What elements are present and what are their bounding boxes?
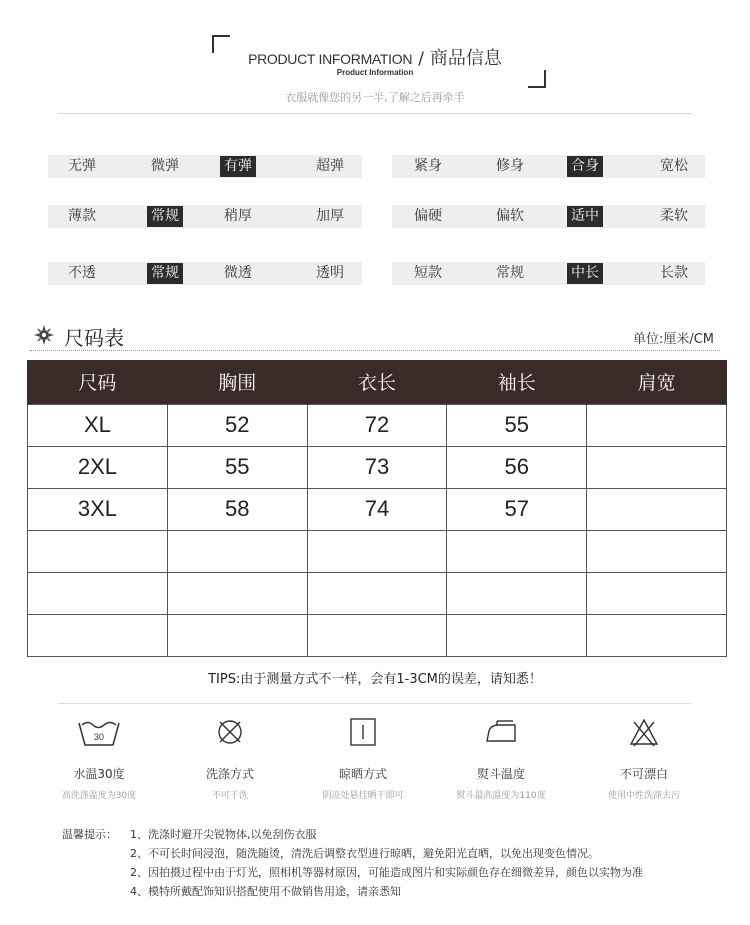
attribute-row	[48, 262, 362, 285]
header-title-cn: 商品信息	[429, 48, 502, 69]
attribute-option: 宽松	[660, 158, 688, 174]
attribute-option: 稍厚	[224, 208, 252, 224]
header-subtitle: Product Information	[336, 68, 414, 77]
attribute-option: 不透	[68, 265, 96, 281]
tips-divider	[58, 703, 692, 704]
attribute-option: 透明	[316, 265, 344, 281]
size-table-cell	[28, 614, 168, 656]
size-table-cell	[28, 530, 168, 572]
attribute-row	[392, 262, 705, 285]
size-table-row	[28, 446, 727, 488]
attribute-option: 偏软	[496, 208, 524, 224]
size-table-cell: XL	[28, 404, 168, 446]
care-title: 熨斗温度	[476, 767, 525, 781]
care-title: 洗涤方式	[205, 767, 254, 781]
attribute-option-selected: 常规	[147, 263, 183, 284]
size-table-cell: 55	[167, 446, 307, 488]
attribute-option-selected: 适中	[567, 206, 603, 227]
care-item-dry-clean	[160, 715, 300, 801]
no-dry-clean-icon	[208, 715, 252, 749]
attribute-option-selected: 中长	[567, 263, 603, 284]
size-table-cell: 72	[307, 404, 447, 446]
size-table-header-row	[28, 360, 727, 404]
size-table-cell	[307, 530, 447, 572]
attribute-option: 微透	[224, 265, 252, 281]
size-table-row	[28, 404, 727, 446]
care-item-iron	[431, 715, 571, 801]
note-item: 2、不可长时间浸泡，随洗随烫，清洗后调整衣型进行晾晒，避免阳光直晒，以免出现变色情况。	[130, 847, 599, 860]
attribute-option: 紧身	[414, 158, 442, 174]
size-table-cell: 74	[307, 488, 447, 530]
care-item-wash	[29, 715, 169, 801]
size-table-cell	[447, 614, 587, 656]
attribute-option: 长款	[660, 265, 688, 281]
attribute-option-selected: 有弹	[220, 156, 256, 177]
notes-label: 温馨提示：	[62, 828, 117, 841]
size-table-cell	[587, 488, 727, 530]
size-table-header: 袖长	[447, 360, 587, 404]
size-table-row	[28, 530, 727, 572]
care-subtitle: 阴凉处悬挂晒干即可	[322, 791, 404, 801]
size-table-cell: 55	[447, 404, 587, 446]
attribute-option: 偏硬	[414, 208, 442, 224]
header-divider	[58, 113, 692, 114]
size-table-cell	[587, 446, 727, 488]
attribute-row	[48, 155, 362, 178]
attribute-row	[48, 205, 362, 228]
size-table-cell	[167, 614, 307, 656]
size-table-header: 衣长	[307, 360, 447, 404]
care-title: 晾晒方式	[338, 767, 387, 781]
attribute-option: 短款	[414, 265, 442, 281]
attribute-option: 修身	[496, 158, 524, 174]
iron-icon	[479, 715, 523, 749]
size-table-cell	[28, 572, 168, 614]
size-table-cell: 56	[447, 446, 587, 488]
attribute-option: 微弹	[151, 158, 179, 174]
size-table-cell	[587, 530, 727, 572]
header-title-en: PRODUCT INFORMATION	[248, 51, 413, 67]
size-chart-unit: 单位:厘米/CM	[632, 332, 714, 347]
size-chart-dotted-divider	[30, 350, 720, 351]
size-table-cell	[587, 404, 727, 446]
care-title: 不可漂白	[619, 767, 668, 781]
header-title-separator: /	[418, 49, 424, 69]
gear-icon	[34, 325, 54, 345]
size-table-cell: 73	[307, 446, 447, 488]
wash-30-icon	[77, 715, 121, 749]
size-table-cell	[587, 572, 727, 614]
header-slogan: 衣服就像您的另一半,了解之后再牵手	[285, 91, 465, 104]
size-table-header: 尺码	[28, 360, 168, 404]
size-table-cell: 52	[167, 404, 307, 446]
size-table-cell: 58	[167, 488, 307, 530]
tips-text: TIPS:由于测量方式不一样，会有1-3CM的误差，请知悉！	[208, 672, 542, 687]
attribute-option: 薄款	[68, 208, 96, 224]
size-table-row	[28, 614, 727, 656]
size-table-cell: 3XL	[28, 488, 168, 530]
size-table-row	[28, 572, 727, 614]
care-subtitle: 熨斗最高温度为110度	[456, 791, 546, 801]
attribute-option: 超弹	[316, 158, 344, 174]
size-table-cell	[167, 572, 307, 614]
size-table-cell	[587, 614, 727, 656]
size-table-row	[28, 488, 727, 530]
attribute-option-selected: 合身	[567, 156, 603, 177]
attribute-option-selected: 常规	[147, 206, 183, 227]
size-table-cell	[447, 572, 587, 614]
size-table-header: 胸围	[167, 360, 307, 404]
note-item: 4、模特所戴配饰知识搭配使用不做销售用途，请亲悉知	[130, 885, 401, 898]
size-table-cell: 2XL	[28, 446, 168, 488]
attribute-option: 加厚	[316, 208, 344, 224]
attribute-row	[392, 205, 705, 228]
care-title: 水温30度	[73, 767, 125, 781]
care-subtitle: 高洗涤温度为30度	[61, 791, 137, 801]
drip-dry-icon	[341, 715, 385, 749]
attribute-option: 柔软	[660, 208, 688, 224]
size-table-cell	[307, 572, 447, 614]
size-table-cell	[167, 530, 307, 572]
header-title	[0, 44, 750, 70]
note-item: 1、洗涤时避开尖锐物体,以免刮伤衣服	[130, 828, 317, 841]
attribute-row	[392, 155, 705, 178]
wash-temp-badge: 30	[93, 732, 105, 742]
size-table-cell	[447, 530, 587, 572]
size-table	[27, 360, 727, 657]
care-subtitle: 使用中性洗涤去污	[607, 791, 680, 801]
note-item: 2、因拍摄过程中由于灯光，照相机等器材原因，可能造成图片和实际颜色存在细微差异，颜色以实物为准	[130, 866, 643, 879]
size-chart-title: 尺码表	[64, 326, 124, 350]
size-table-cell: 57	[447, 488, 587, 530]
no-bleach-icon	[622, 715, 666, 749]
care-item-bleach	[574, 715, 714, 801]
attribute-option: 常规	[496, 265, 524, 281]
care-item-drying	[293, 715, 433, 801]
care-subtitle: 不可干洗	[211, 791, 248, 801]
size-table-cell	[307, 614, 447, 656]
size-table-header: 肩宽	[587, 360, 727, 404]
attribute-option: 无弹	[68, 158, 96, 174]
